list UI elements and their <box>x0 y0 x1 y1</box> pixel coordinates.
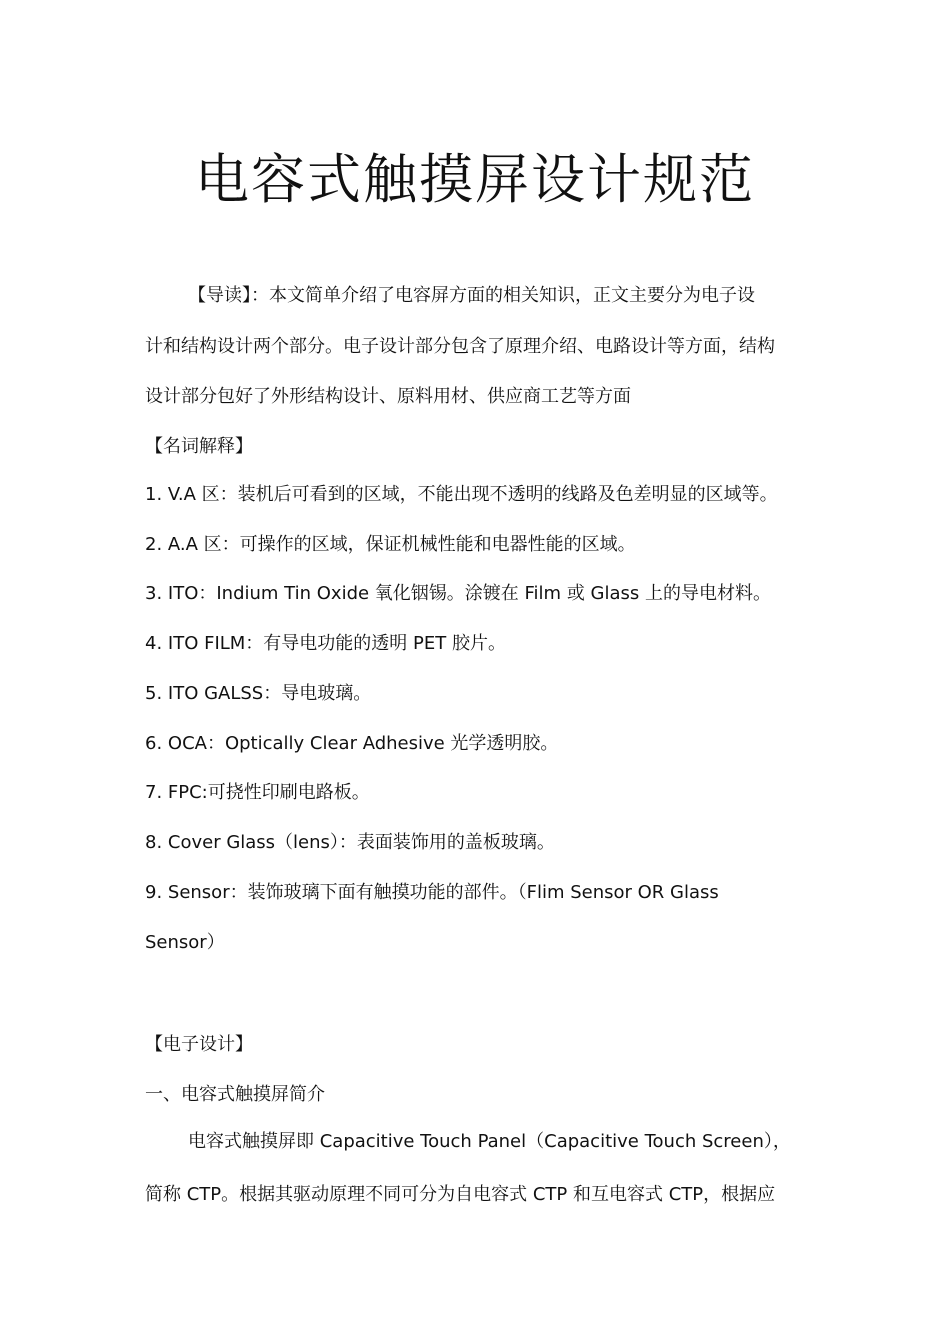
ctp-intro-line-1: 电容式触摸屏即 Capacitive Touch Panel（Capacitive Touch Screen）， <box>188 1131 791 1152</box>
section-1-title: 一、电容式触摸屏简介 <box>145 1084 325 1105</box>
ctp-intro-line-2: 简称 CTP。根据其驱动原理不同可分为自电容式 CTP 和互电容式 CTP，根据应 <box>145 1184 776 1205</box>
electronics-heading: 【电子设计】 <box>145 1034 253 1055</box>
intro-line-2: 计和结构设计两个部分。电子设计部分包含了原理介绍、电路设计等方面，结构 <box>145 336 775 357</box>
glossary-item-5: 5. ITO GALSS：导电玻璃。 <box>145 683 372 704</box>
intro-line-3: 设计部分包好了外形结构设计、原料用材、供应商工艺等方面 <box>145 386 631 407</box>
document-title: 电容式触摸屏设计规范 <box>195 148 755 212</box>
glossary-item-9: 9. Sensor：装饰玻璃下面有触摸功能的部件。（Flim Sensor OR Glass <box>145 882 719 903</box>
intro-line-1: 【导读】：本文简单介绍了电容屏方面的相关知识，正文主要分为电子设 <box>188 285 755 306</box>
glossary-item-2: 2. A.A 区：可操作的区域，保证机械性能和电器性能的区域。 <box>145 534 636 555</box>
glossary-item-7: 7. FPC:可挠性印刷电路板。 <box>145 782 370 803</box>
glossary-heading: 【名词解释】 <box>145 436 253 457</box>
glossary-item-4: 4. ITO FILM：有导电功能的透明 PET 胶片。 <box>145 633 506 654</box>
glossary-item-3: 3. ITO：Indium Tin Oxide 氧化铟锡。涂镀在 Film 或 Glass 上的导电材料。 <box>145 583 771 604</box>
glossary-item-8: 8. Cover Glass（lens）：表面装饰用的盖板玻璃。 <box>145 832 555 853</box>
glossary-item-6: 6. OCA：Optically Clear Adhesive 光学透明胶。 <box>145 733 559 754</box>
glossary-item-9-continued: Sensor） <box>145 932 225 953</box>
glossary-item-1: 1. V.A 区：装机后可看到的区域，不能出现不透明的线路及色差明显的区域等。 <box>145 484 778 505</box>
